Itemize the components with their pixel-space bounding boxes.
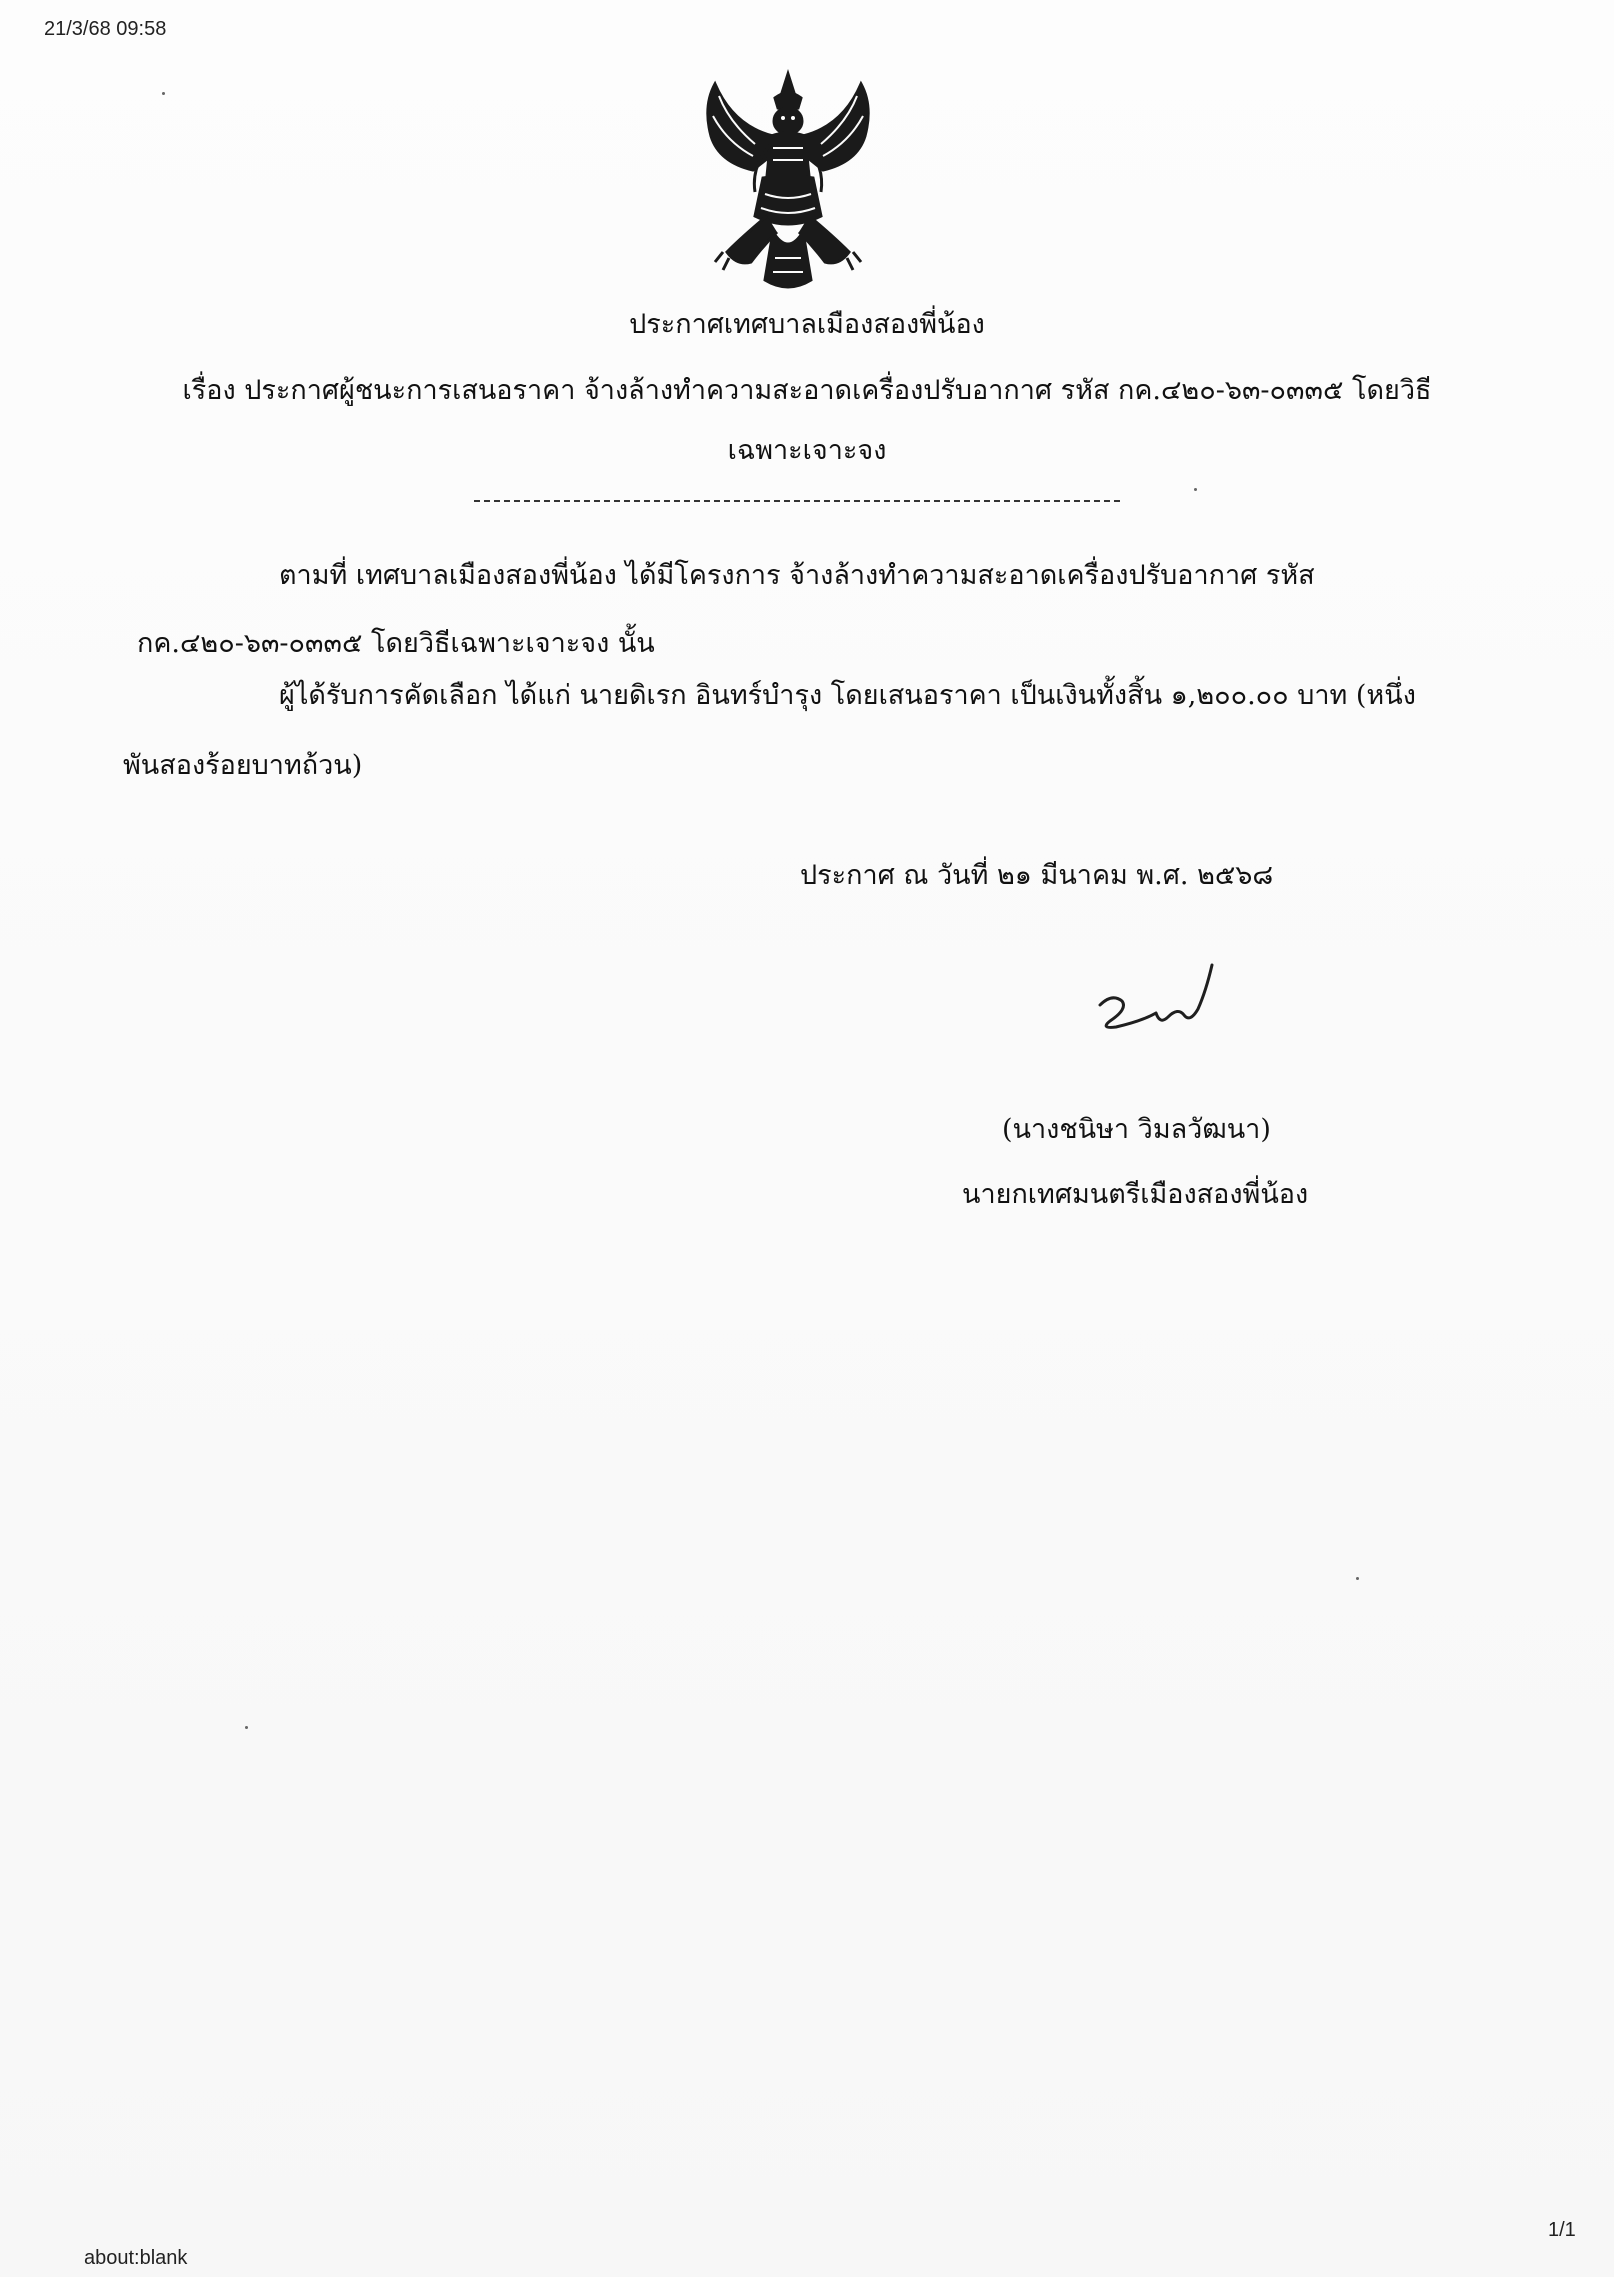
body-paragraph-1-line-1: ตามที่ เทศบาลเมืองสองพี่น้อง ได้มีโครงการ จ้างล้างทำความสะอาดเครื่องปรับอากาศ รหัส xyxy=(279,560,1315,591)
scan-speck xyxy=(1356,1577,1359,1580)
announcement-date: ประกาศ ณ วันที่ ๒๑ มีนาคม พ.ศ. ๒๕๖๘ xyxy=(800,860,1274,891)
document-title: ประกาศเทศบาลเมืองสองพี่น้อง xyxy=(629,309,985,340)
signer-name: (นางชนิษา วิมลวัฒนา) xyxy=(1002,1114,1271,1145)
garuda-emblem-icon xyxy=(693,66,883,300)
body-paragraph-2-line-1: ผู้ได้รับการคัดเลือก ได้แก่ นายดิเรก อินทร์บำรุง โดยเสนอราคา เป็นเงินทั้งสิ้น ๑,๒๐๐.๐๐ บาท (หนึ่ง xyxy=(279,680,1416,711)
scan-speck xyxy=(1194,488,1197,491)
signer-position: นายกเทศมนตรีเมืองสองพี่น้อง xyxy=(962,1179,1309,1210)
print-datetime: 21/3/68 09:58 xyxy=(44,18,167,40)
subject-line-continued: เฉพาะเจาะจง xyxy=(727,435,887,466)
body-paragraph-2-line-2: พันสองร้อยบาทถ้วน) xyxy=(123,750,363,781)
scan-speck xyxy=(162,92,165,95)
scan-speck xyxy=(245,1726,248,1729)
body-paragraph-1-line-2: กค.๔๒๐-๖๓-๐๓๓๕ โดยวิธีเฉพาะเจาะจง นั้น xyxy=(137,628,655,659)
subject-line: เรื่อง ประกาศผู้ชนะการเสนอราคา จ้างล้างทำความสะอาดเครื่องปรับอากาศ รหัส กค.๔๒๐-๖๓-๐๓๓๕ โดยวิธี xyxy=(182,375,1432,406)
dashed-separator xyxy=(474,500,1120,502)
page-indicator: 1/1 xyxy=(1548,2219,1576,2241)
handwritten-signature-icon xyxy=(1086,955,1226,1050)
print-url: about:blank xyxy=(84,2247,188,2269)
